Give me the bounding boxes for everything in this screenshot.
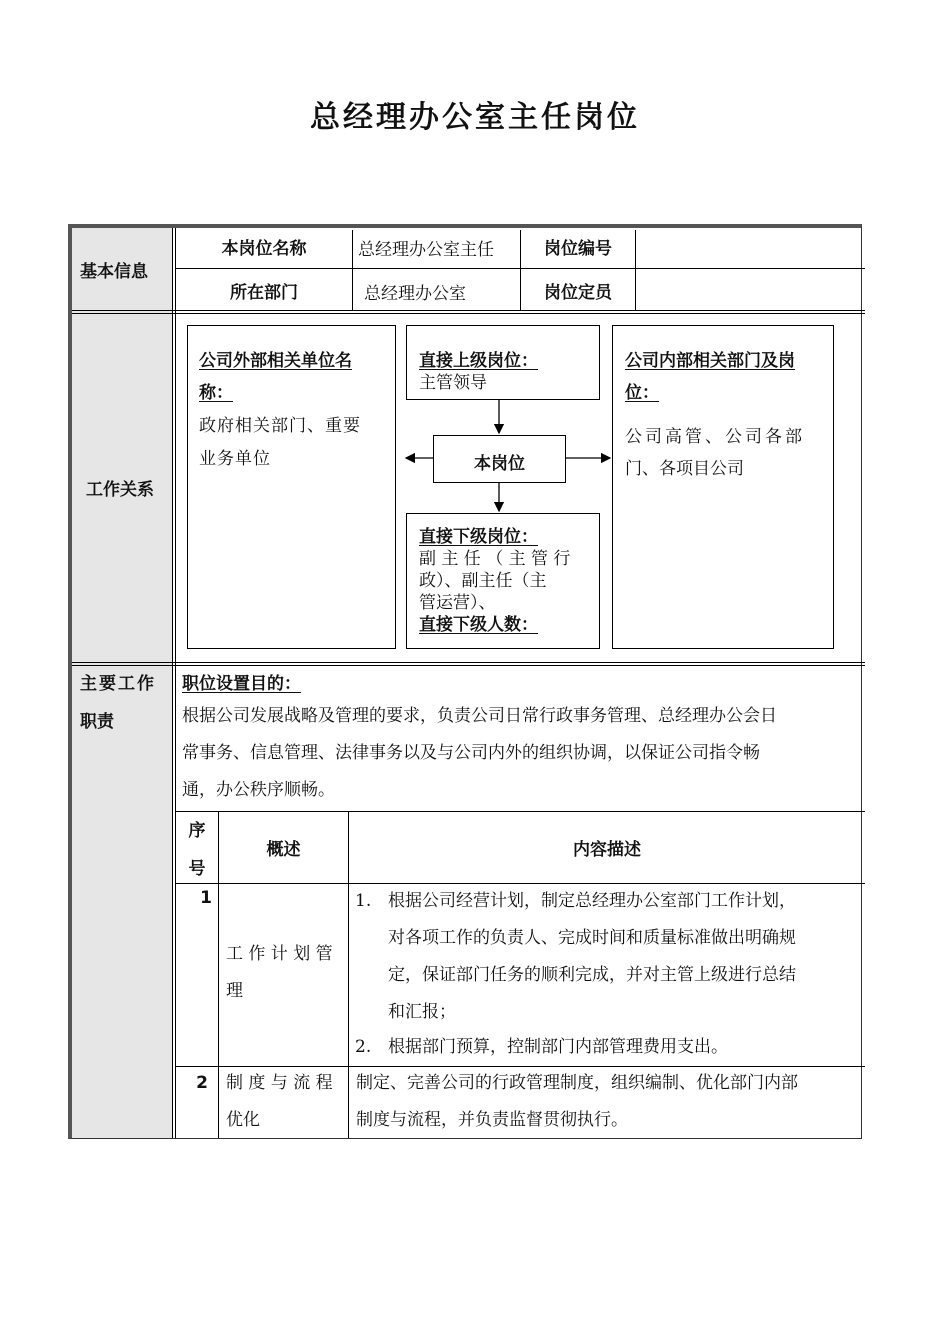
row-1-seq: 1 [200,888,212,908]
internal-heading-line2: 位： [625,383,659,403]
relation-arrows [72,228,866,668]
header-seq-line1: 序 [188,821,206,841]
row-1-summary-line2: 理 [226,981,243,1001]
superior-heading: 直接上级岗位： [419,351,538,371]
subordinate-body-line3: 管运营）、 [419,593,496,613]
subordinate-heading: 直接下级岗位： [419,527,538,547]
row-2-summary-line1: 制 度 与 流 程 [226,1073,333,1093]
external-body-line2: 业务单位 [199,449,271,469]
subordinate-body-line2: 政）、副主任（主 [419,571,547,591]
purpose-label: 职位设置目的： [182,674,301,694]
purpose-line-3: 通，办公秩序顺畅。 [182,780,335,800]
page-title: 总经理办公室主任岗位 [310,100,640,135]
row-1-item-2-num: 2. [355,1037,372,1057]
external-heading-line1: 公司外部相关单位名 [199,351,352,371]
section-label-duties-line1: 主要工作 [80,674,156,694]
row-1-item-2-line1: 根据部门预算，控制部门内部管理费用支出。 [388,1037,728,1057]
purpose-line-1: 根据公司发展战略及管理的要求，负责公司日常行政事务管理、总经理办公会日 [182,706,777,726]
row-2-summary-line2: 优化 [226,1110,260,1130]
purpose-line-2: 常事务、信息管理、法律事务以及与公司内外的组织协调，以保证公司指令畅 [182,743,760,763]
value-position-name: 总经理办公室主任 [358,240,494,260]
external-heading-line2: 称： [199,383,233,403]
row-1-item-1-line2: 对各项工作的负责人、完成时间和质量标准做出明确规 [388,928,796,948]
job-description-table [68,224,862,1139]
section-label-basic-info: 基本信息 [80,262,148,282]
label-position-name: 本岗位名称 [221,239,307,259]
subordinate-body-line1: 副 主 任 （ 主 管 行 [419,549,571,569]
row-2-content-line2: 制度与流程，并负责监督贯彻执行。 [356,1110,628,1130]
row-1-summary-line1: 工 作 计 划 管 [226,944,333,964]
label-department: 所在部门 [230,283,298,303]
label-headcount: 岗位定员 [544,283,612,303]
value-department: 总经理办公室 [364,284,466,304]
label-position-code: 岗位编号 [544,239,612,259]
row-1-item-1-line4: 和汇报； [388,1002,456,1022]
external-body-line1: 政府相关部门、重要 [199,416,361,436]
row-2-seq: 2 [196,1073,208,1093]
internal-heading-line1: 公司内部相关部门及岗 [625,351,795,371]
superior-body: 主管领导 [419,373,487,393]
current-position-label: 本岗位 [474,454,525,474]
internal-body-line2: 门、各项目公司 [625,459,744,479]
row-2-content-line1: 制定、完善公司的行政管理制度，组织编制、优化部门内部 [356,1073,798,1093]
subordinate-count-label: 直接下级人数： [419,615,538,635]
section-label-work-relations: 工作关系 [86,480,154,500]
internal-body-line1: 公司高管、公司各部 [625,427,805,447]
header-summary: 概述 [266,840,301,860]
row-1-item-1-line1: 根据公司经营计划，制定总经理办公室部门工作计划， [388,891,796,911]
header-content: 内容描述 [573,840,641,860]
section-label-duties-line2: 职责 [80,712,114,732]
row-1-item-1-num: 1. [355,891,372,911]
header-seq-line2: 号 [188,859,206,879]
row-1-item-1-line3: 定，保证部门任务的顺利完成，并对主管上级进行总结 [388,965,796,985]
